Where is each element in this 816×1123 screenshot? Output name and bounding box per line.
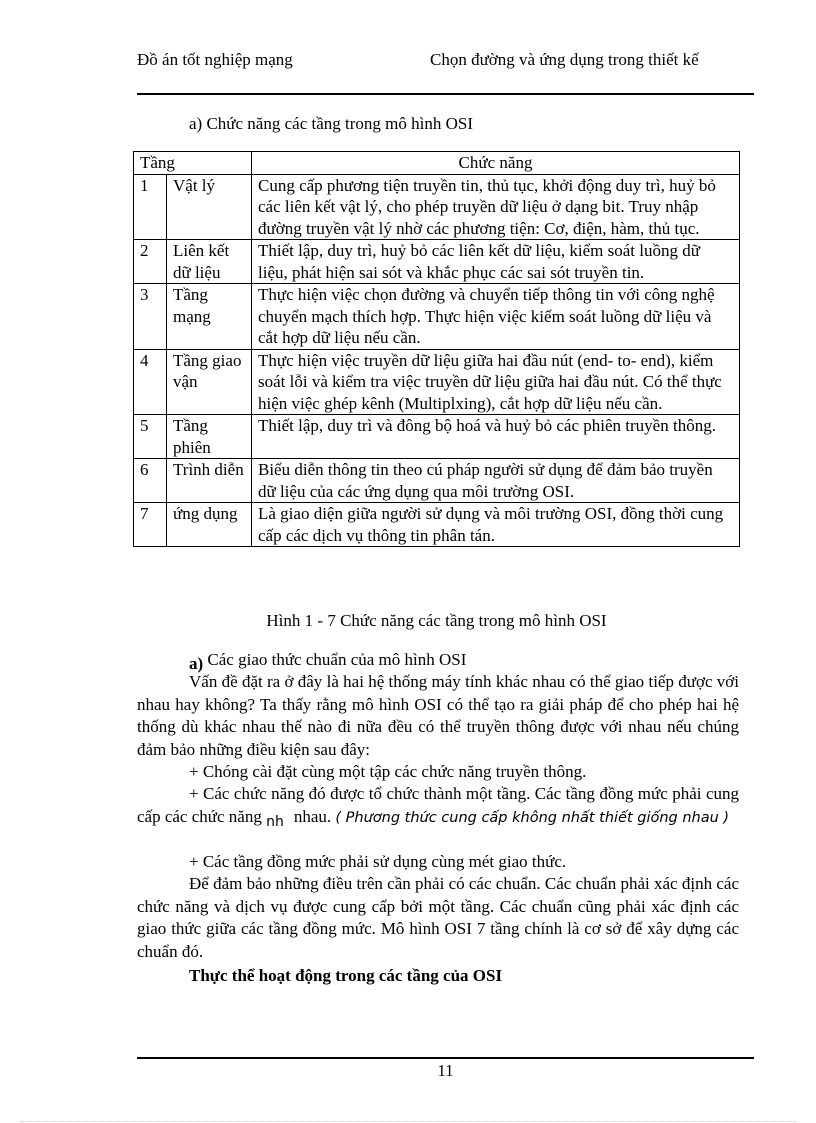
table-row — [134, 415, 740, 459]
layer-function: Thực hiện việc chọn đường và chuyển tiếp thông tin với công nghệ chuyển mạch thích hợp. Thực hiện việc kiểm soát luồng dữ liệu và cắt hợp dữ liệu nếu cần. — [252, 284, 740, 350]
layer-name: Trình diễn — [167, 459, 252, 503]
layer-name: Vật lý — [167, 174, 252, 240]
layer-function: Cung cấp phương tiện truyền tin, thủ tục, khởi động duy trì, huỷ bỏ các liên kết vật lý, cho phép truyền dữ liệu ở dạng bit. Truy nhập đường truyền vật lý nhờ các phương tiện: Cơ, điện, hàm, thủ tục. — [252, 174, 740, 240]
layer-function: Là giao diện giữa người sử dụng và môi trường OSI, đồng thời cung cấp các dịch vụ thông tin phân tán. — [252, 503, 740, 547]
layer-name: Tầng giao vận — [167, 349, 252, 415]
figure-caption: Hình 1 - 7 Chức năng các tầng trong mô hình OSI — [266, 611, 607, 630]
table-row — [134, 459, 740, 503]
paragraph-intro: Vấn đề đặt ra ở đây là hai hệ thống máy tính khác nhau có thể giao tiếp được với nhau hay không? Ta thấy rằng mô hình OSI có thể tạo ra giải pháp để cho phép hai hệ thống dù khác nhau thế nào đi nữa đều có thể truyền thông được với nhau nếu chúng đảm bảo những điều kiện sau đây: — [137, 672, 739, 759]
bullet-item-2-text: + Các chức năng đó được tổ chức thành một tầng. Các tầng đồng mức phải cung cấp các chức năng — [137, 784, 739, 826]
page-edge-divider — [20, 1121, 796, 1122]
layer-name: ứng dụng — [167, 503, 252, 547]
layer-number: 6 — [134, 459, 167, 503]
layer-number: 2 — [134, 240, 167, 284]
column-header-function: Chức năng — [252, 152, 740, 175]
footer-divider — [137, 1057, 754, 1059]
layer-number: 1 — [134, 174, 167, 240]
layer-number: 4 — [134, 349, 167, 415]
bullet-item-2-note: ( Phương thức cung cấp không nhất thiết giống nhau ) — [335, 809, 730, 826]
section-title-protocols — [137, 649, 739, 672]
section-marker: a) — [189, 654, 204, 673]
section-title-layer-functions: a) Chức năng các tầng trong mô hình OSI — [189, 114, 473, 133]
layer-name: Tầng phiên — [167, 415, 252, 459]
table-row — [134, 240, 740, 284]
paragraph-conclusion: Để đảm bảo những điều trên cần phải có các chuẩn. Các chuẩn phải xác định các chức năng và dịch vụ được cung cấp bởi một tầng. Các chuẩn cũng phải xác định các giao thức giữa các tầng đồng mức. Mô hình OSI 7 tầng chính là cơ sở để xây dựng các chuẩn đó. — [137, 874, 739, 961]
bullet-item-1: + Chóng cài đặt cùng một tập các chức năng truyền thông. — [189, 762, 587, 781]
table-row — [134, 503, 740, 547]
layer-name: Tầng mạng — [167, 284, 252, 350]
header-doc-type: Đồ án tốt nghiệp mạng — [137, 50, 293, 69]
layer-number: 5 — [134, 415, 167, 459]
bullet-item-2-fragment: nh — [266, 813, 284, 830]
table-header-row — [134, 152, 740, 175]
bullet-item-2 — [137, 783, 739, 829]
column-header-layer: Tầng — [134, 152, 252, 175]
header-divider — [137, 93, 754, 95]
table-row — [134, 174, 740, 240]
layer-function: Thực hiện việc truyền dữ liệu giữa hai đầu nút (end- to- end), kiểm soát lỗi và kiểm tra việc truyền dữ liệu giữa hai đầu nút. Có thể thực hiện việc ghép kênh (Multiplxing), cắt hợp dữ liệu nếu cần. — [252, 349, 740, 415]
layer-number: 7 — [134, 503, 167, 547]
layer-function: Biểu diễn thông tin theo cú pháp người sử dụng để đảm bảo truyền dữ liệu của các ứng dụng qua môi trường OSI. — [252, 459, 740, 503]
layer-number: 3 — [134, 284, 167, 350]
layer-name: Liên kết dữ liệu — [167, 240, 252, 284]
bullet-item-2-text-end: nhau. — [293, 806, 336, 826]
section-title-entities: Thực thể hoạt động trong các tầng của OSI — [189, 966, 503, 985]
bullet-item-3: + Các tầng đồng mức phải sử dụng cùng mét giao thức. — [189, 852, 567, 871]
section-title-text: Các giao thức chuẩn của mô hình OSI — [203, 650, 467, 669]
header-chapter-title: Chọn đường và ứng dụng trong thiết kế — [430, 50, 699, 69]
layer-function: Thiết lập, duy trì và đông bộ hoá và huỷ bỏ các phiên truyền thông. — [252, 415, 740, 459]
page-number: 11 — [437, 1061, 454, 1080]
osi-layer-table — [133, 151, 740, 547]
layer-function: Thiết lập, duy trì, huỷ bỏ các liên kết dữ liệu, kiểm soát luồng dữ liệu, phát hiện sai sót và khắc phục các sai sót truyền tin. — [252, 240, 740, 284]
table-row — [134, 349, 740, 415]
table-row — [134, 284, 740, 350]
